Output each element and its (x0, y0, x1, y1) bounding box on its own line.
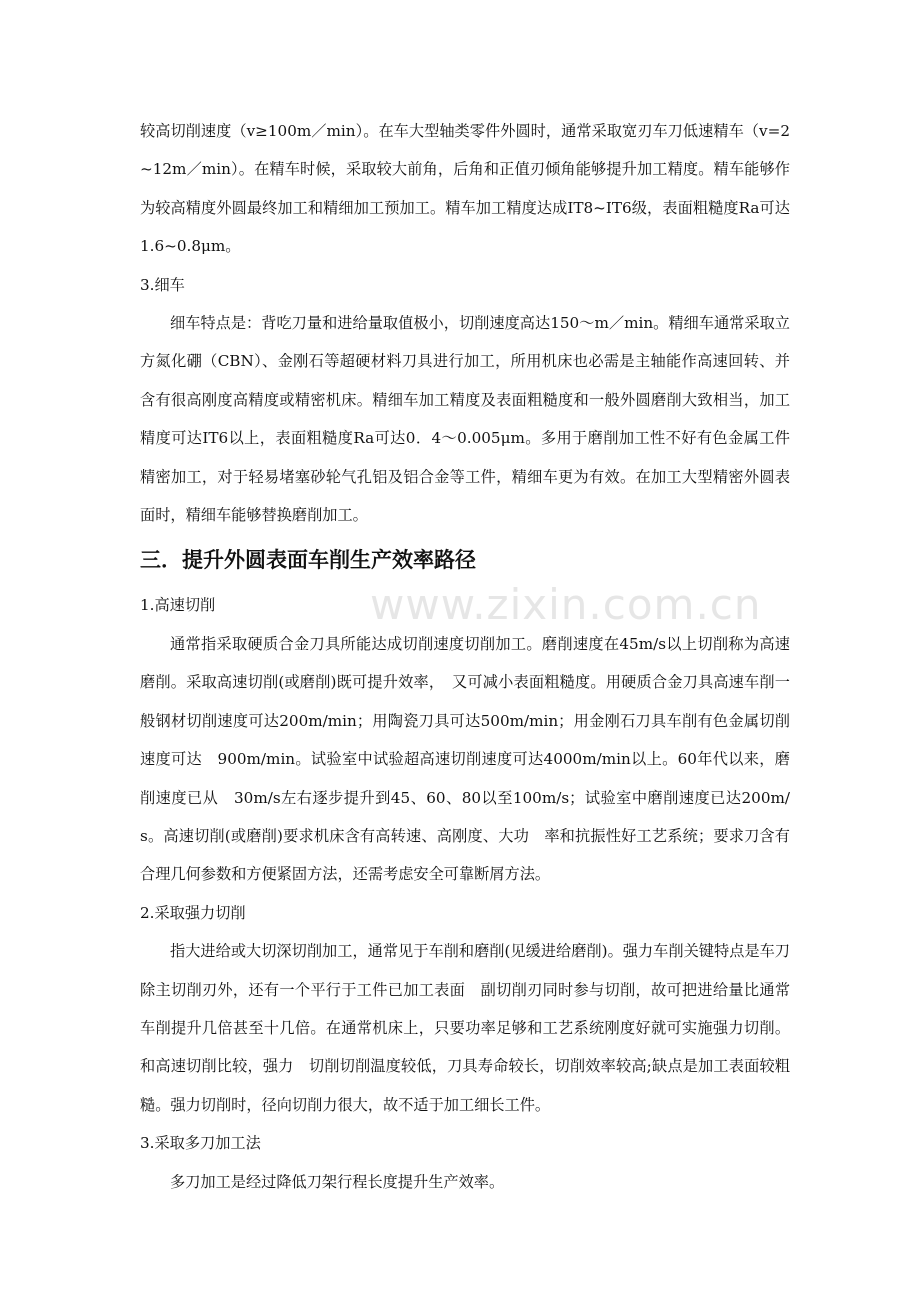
paragraph-fine-turning-precision: 较高切削速度（v≥100m／min）。在车大型轴类零件外圆时，通常采取宽刃车刀低速精车（v=2~12m／min）。在精车时候，采取较大前角，后角和正值刃倾角能够提升加工精度。精车能够作为较高精度外圆最终加工和精细加工预加工。精车加工精度达成IT8~IT6级，表面粗糙度Ra可达1.6~0.8μm。 (140, 122, 790, 256)
paragraph-strong-cutting: 指大进给或大切深切削加工，通常见于车削和磨削(见缓进给磨削)。强力车削关键特点是车刀除主切削刃外，还有一个平行于工件已加工表面 副切削刃同时参与切削，故可把进给量比通常车削提升几倍甚至十几倍。在通常机床上，只要功率足够和工艺系统刚度好就可实施强力切削。和高速切削比较，强力 切削切削温度较低，刀具寿命较长，切削效率较高;缺点是加工表面较粗糙。强力切削时，径向切削力很大，故不适于加工细长工件。 (140, 942, 790, 1114)
subheading-high-speed-cutting: 1.高速切削 (140, 596, 216, 615)
subheading-fine-turning: 3.细车 (140, 275, 185, 294)
paragraph-high-speed-cutting: 通常指采取硬质合金刀具所能达成切削速度切削加工。磨削速度在45m/s以上切削称为高速磨削。采取高速切削(或磨削)既可提升效率， 又可减小表面粗糙度。用硬质合金刀具高速车削一般钢材切削速度可达200m/min；用陶瓷刀具可达500m/min；用金刚石刀具车削有色金属切削 速度可达 900m/min。试验室中试验超高速切削速度可达4000m/min以上。60年代以来，磨削速度已从 30m/s左右逐步提升到45、60、80以至100m/s；试验室中磨削速度已达200m/s。高速切削(或磨削)要求机床含有高转速、高刚度、大功 率和抗振性好工艺系统；要求刀含有合理几何参数和方便紧固方法，还需考虑安全可靠断屑方法。 (140, 634, 806, 884)
paragraph-multi-tool: 多刀加工是经过降低刀架行程长度提升生产效率。 (170, 1172, 505, 1191)
subheading-strong-cutting: 2.采取强力切削 (140, 903, 246, 922)
paragraph-ultra-fine-turning: 细车特点是：背吃刀量和进给量取值极小，切削速度高达150～m／min。精细车通常采取立方氮化硼（CBN）、金刚石等超硬材料刀具进行加工，所用机床也必需是主轴能作高速回转、并含有很高刚度高精度或精密机床。精细车加工精度及表面粗糙度和一般外圆磨削大致相当，加工精度可达IT6以上，表面粗糙度Ra可达0．4～0.005μm。多用于磨削加工性不好有色金属工件精密加工，对于轻易堵塞砂轮气孔铝及铝合金等工件，精细车更为有效。在加工大型精密外圆表面时，精细车能够替换磨削加工。 (140, 314, 790, 525)
document-page (140, 112, 806, 1201)
watermark: www.zixin.com.cn (370, 580, 762, 629)
subheading-multi-tool: 3.采取多刀加工法 (140, 1134, 261, 1153)
section-heading: 三．提升外圆表面车削生产效率路径 (140, 548, 476, 573)
